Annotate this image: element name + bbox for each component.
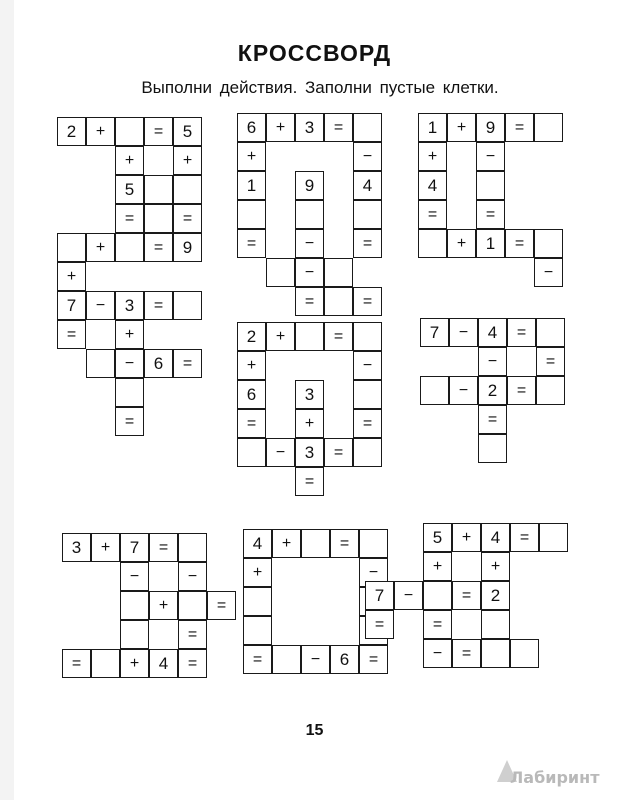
equals-sign-cell: = xyxy=(423,610,452,639)
plus-sign-cell: + xyxy=(295,409,324,438)
minus-sign-cell: − xyxy=(359,558,388,587)
equals-sign-cell: = xyxy=(237,409,266,438)
equals-sign-cell: = xyxy=(353,287,382,316)
plus-sign-cell: + xyxy=(418,142,447,171)
empty-answer-cell[interactable] xyxy=(144,204,173,233)
plus-sign-cell: + xyxy=(115,320,144,349)
number-cell: 1 xyxy=(237,171,266,200)
minus-sign-cell: − xyxy=(120,562,149,591)
equals-sign-cell: = xyxy=(365,610,394,639)
number-cell: 5 xyxy=(423,523,452,552)
equals-sign-cell: = xyxy=(178,649,207,678)
number-cell: 7 xyxy=(120,533,149,562)
empty-answer-cell[interactable] xyxy=(178,591,207,620)
empty-answer-cell[interactable] xyxy=(324,258,353,287)
minus-sign-cell: − xyxy=(353,142,382,171)
plus-sign-cell: + xyxy=(452,523,481,552)
number-cell: 4 xyxy=(149,649,178,678)
number-cell: 4 xyxy=(478,318,507,347)
equals-sign-cell: = xyxy=(505,229,534,258)
plus-sign-cell: + xyxy=(447,113,476,142)
empty-answer-cell[interactable] xyxy=(295,322,324,351)
number-cell: 4 xyxy=(243,529,272,558)
equals-sign-cell: = xyxy=(295,287,324,316)
number-cell: 2 xyxy=(478,376,507,405)
equals-sign-cell: = xyxy=(62,649,91,678)
equals-sign-cell: = xyxy=(237,229,266,258)
number-cell: 2 xyxy=(57,117,86,146)
equals-sign-cell: = xyxy=(324,322,353,351)
plus-sign-cell: + xyxy=(86,117,115,146)
number-cell xyxy=(510,639,539,668)
empty-answer-cell[interactable] xyxy=(536,376,565,405)
equals-sign-cell: = xyxy=(295,467,324,496)
equals-sign-cell: = xyxy=(452,639,481,668)
equals-sign-cell: = xyxy=(178,620,207,649)
equals-sign-cell: = xyxy=(324,438,353,467)
number-cell: 3 xyxy=(295,380,324,409)
publisher-logo: Лабиринт xyxy=(510,768,600,787)
empty-answer-cell[interactable] xyxy=(115,378,144,407)
plus-sign-cell: + xyxy=(266,113,295,142)
minus-sign-cell: − xyxy=(266,438,295,467)
empty-answer-cell[interactable] xyxy=(115,233,144,262)
empty-answer-cell[interactable] xyxy=(481,639,510,668)
number-cell: 1 xyxy=(418,113,447,142)
number-cell: 4 xyxy=(418,171,447,200)
empty-answer-cell[interactable] xyxy=(353,200,382,229)
minus-sign-cell: − xyxy=(86,291,115,320)
minus-sign-cell: − xyxy=(534,258,563,287)
equals-sign-cell: = xyxy=(507,318,536,347)
empty-answer-cell[interactable] xyxy=(237,200,266,229)
empty-answer-cell[interactable] xyxy=(423,581,452,610)
plus-sign-cell: + xyxy=(237,351,266,380)
equals-sign-cell: = xyxy=(353,229,382,258)
number-cell: 7 xyxy=(365,581,394,610)
plus-sign-cell: + xyxy=(272,529,301,558)
equals-sign-cell: = xyxy=(452,581,481,610)
equals-sign-cell: = xyxy=(144,291,173,320)
instruction-text: Выполни действия. Заполни пустые клетки. xyxy=(141,78,499,97)
equals-sign-cell: = xyxy=(115,407,144,436)
empty-answer-cell[interactable] xyxy=(91,649,120,678)
plus-sign-cell: + xyxy=(149,591,178,620)
empty-answer-cell[interactable] xyxy=(478,434,507,463)
plus-sign-cell: + xyxy=(423,552,452,581)
empty-answer-cell[interactable] xyxy=(534,229,563,258)
empty-answer-cell[interactable] xyxy=(86,349,115,378)
minus-sign-cell: − xyxy=(449,376,478,405)
minus-sign-cell: − xyxy=(295,258,324,287)
equals-sign-cell: = xyxy=(476,200,505,229)
minus-sign-cell: − xyxy=(394,581,423,610)
plus-sign-cell: + xyxy=(86,233,115,262)
equals-sign-cell: = xyxy=(507,376,536,405)
number-cell: 4 xyxy=(353,171,382,200)
empty-answer-cell[interactable] xyxy=(353,380,382,409)
equals-sign-cell: = xyxy=(173,349,202,378)
plus-sign-cell: + xyxy=(120,649,149,678)
empty-answer-cell[interactable] xyxy=(237,438,266,467)
empty-answer-cell[interactable] xyxy=(243,616,272,645)
number-cell: 9 xyxy=(295,171,324,200)
minus-sign-cell: − xyxy=(449,318,478,347)
plus-sign-cell: + xyxy=(266,322,295,351)
equals-sign-cell: = xyxy=(144,233,173,262)
empty-answer-cell[interactable] xyxy=(243,587,272,616)
equals-sign-cell: = xyxy=(243,645,272,674)
plus-sign-cell: + xyxy=(57,262,86,291)
plus-sign-cell: + xyxy=(243,558,272,587)
number-cell: 4 xyxy=(481,523,510,552)
equals-sign-cell: = xyxy=(324,113,353,142)
empty-answer-cell[interactable] xyxy=(359,529,388,558)
empty-answer-cell[interactable] xyxy=(481,610,510,639)
empty-answer-cell[interactable] xyxy=(420,376,449,405)
number-cell: 3 xyxy=(295,438,324,467)
number-cell: 6 xyxy=(237,113,266,142)
minus-sign-cell: − xyxy=(115,349,144,378)
plus-sign-cell: + xyxy=(447,229,476,258)
empty-answer-cell[interactable] xyxy=(295,200,324,229)
empty-answer-cell[interactable] xyxy=(178,533,207,562)
number-cell: 5 xyxy=(173,117,202,146)
minus-sign-cell: − xyxy=(353,351,382,380)
empty-answer-cell[interactable] xyxy=(266,258,295,287)
equals-sign-cell: = xyxy=(536,347,565,376)
empty-answer-cell[interactable] xyxy=(57,233,86,262)
number-cell: 2 xyxy=(237,322,266,351)
plus-sign-cell: + xyxy=(115,146,144,175)
number-cell: 6 xyxy=(237,380,266,409)
number-cell: 6 xyxy=(330,645,359,674)
equals-sign-cell: = xyxy=(505,113,534,142)
page-title: КРОССВОРД xyxy=(237,40,392,66)
equals-sign-cell: = xyxy=(144,117,173,146)
number-cell: 1 xyxy=(476,229,505,258)
equals-sign-cell: = xyxy=(57,320,86,349)
empty-answer-cell[interactable] xyxy=(353,113,382,142)
plus-sign-cell: + xyxy=(481,552,510,581)
minus-sign-cell: − xyxy=(295,229,324,258)
equals-sign-cell: = xyxy=(330,529,359,558)
empty-answer-cell[interactable] xyxy=(353,438,382,467)
number-cell: 6 xyxy=(144,349,173,378)
empty-answer-cell[interactable] xyxy=(539,523,568,552)
empty-answer-cell[interactable] xyxy=(418,229,447,258)
empty-answer-cell[interactable] xyxy=(272,645,301,674)
number-cell: 7 xyxy=(420,318,449,347)
number-cell: 3 xyxy=(295,113,324,142)
equals-sign-cell: = xyxy=(510,523,539,552)
minus-sign-cell: − xyxy=(301,645,330,674)
plus-sign-cell: + xyxy=(91,533,120,562)
empty-answer-cell[interactable] xyxy=(534,113,563,142)
empty-answer-cell[interactable] xyxy=(173,291,202,320)
number-cell: 9 xyxy=(173,233,202,262)
equals-sign-cell: = xyxy=(353,409,382,438)
minus-sign-cell: − xyxy=(423,639,452,668)
equals-sign-cell: = xyxy=(418,200,447,229)
empty-answer-cell[interactable] xyxy=(120,591,149,620)
number-cell: 3 xyxy=(62,533,91,562)
plus-sign-cell: + xyxy=(173,146,202,175)
empty-answer-cell[interactable] xyxy=(476,171,505,200)
equals-sign-cell: = xyxy=(115,204,144,233)
number-cell: 5 xyxy=(115,175,144,204)
equals-sign-cell: = xyxy=(207,591,236,620)
empty-answer-cell[interactable] xyxy=(173,175,202,204)
empty-answer-cell[interactable] xyxy=(536,318,565,347)
empty-answer-cell[interactable] xyxy=(115,117,144,146)
number-cell: 3 xyxy=(115,291,144,320)
empty-answer-cell[interactable] xyxy=(324,287,353,316)
minus-sign-cell: − xyxy=(178,562,207,591)
empty-answer-cell[interactable] xyxy=(120,620,149,649)
number-cell: 2 xyxy=(481,581,510,610)
equals-sign-cell: = xyxy=(359,645,388,674)
plus-sign-cell: + xyxy=(237,142,266,171)
equals-sign-cell: = xyxy=(173,204,202,233)
number-cell: 9 xyxy=(476,113,505,142)
empty-answer-cell[interactable] xyxy=(353,322,382,351)
empty-answer-cell[interactable] xyxy=(301,529,330,558)
page-number: 15 xyxy=(305,722,324,739)
minus-sign-cell: − xyxy=(478,347,507,376)
number-cell: 7 xyxy=(57,291,86,320)
equals-sign-cell: = xyxy=(149,533,178,562)
empty-answer-cell[interactable] xyxy=(144,175,173,204)
minus-sign-cell: − xyxy=(476,142,505,171)
equals-sign-cell: = xyxy=(478,405,507,434)
